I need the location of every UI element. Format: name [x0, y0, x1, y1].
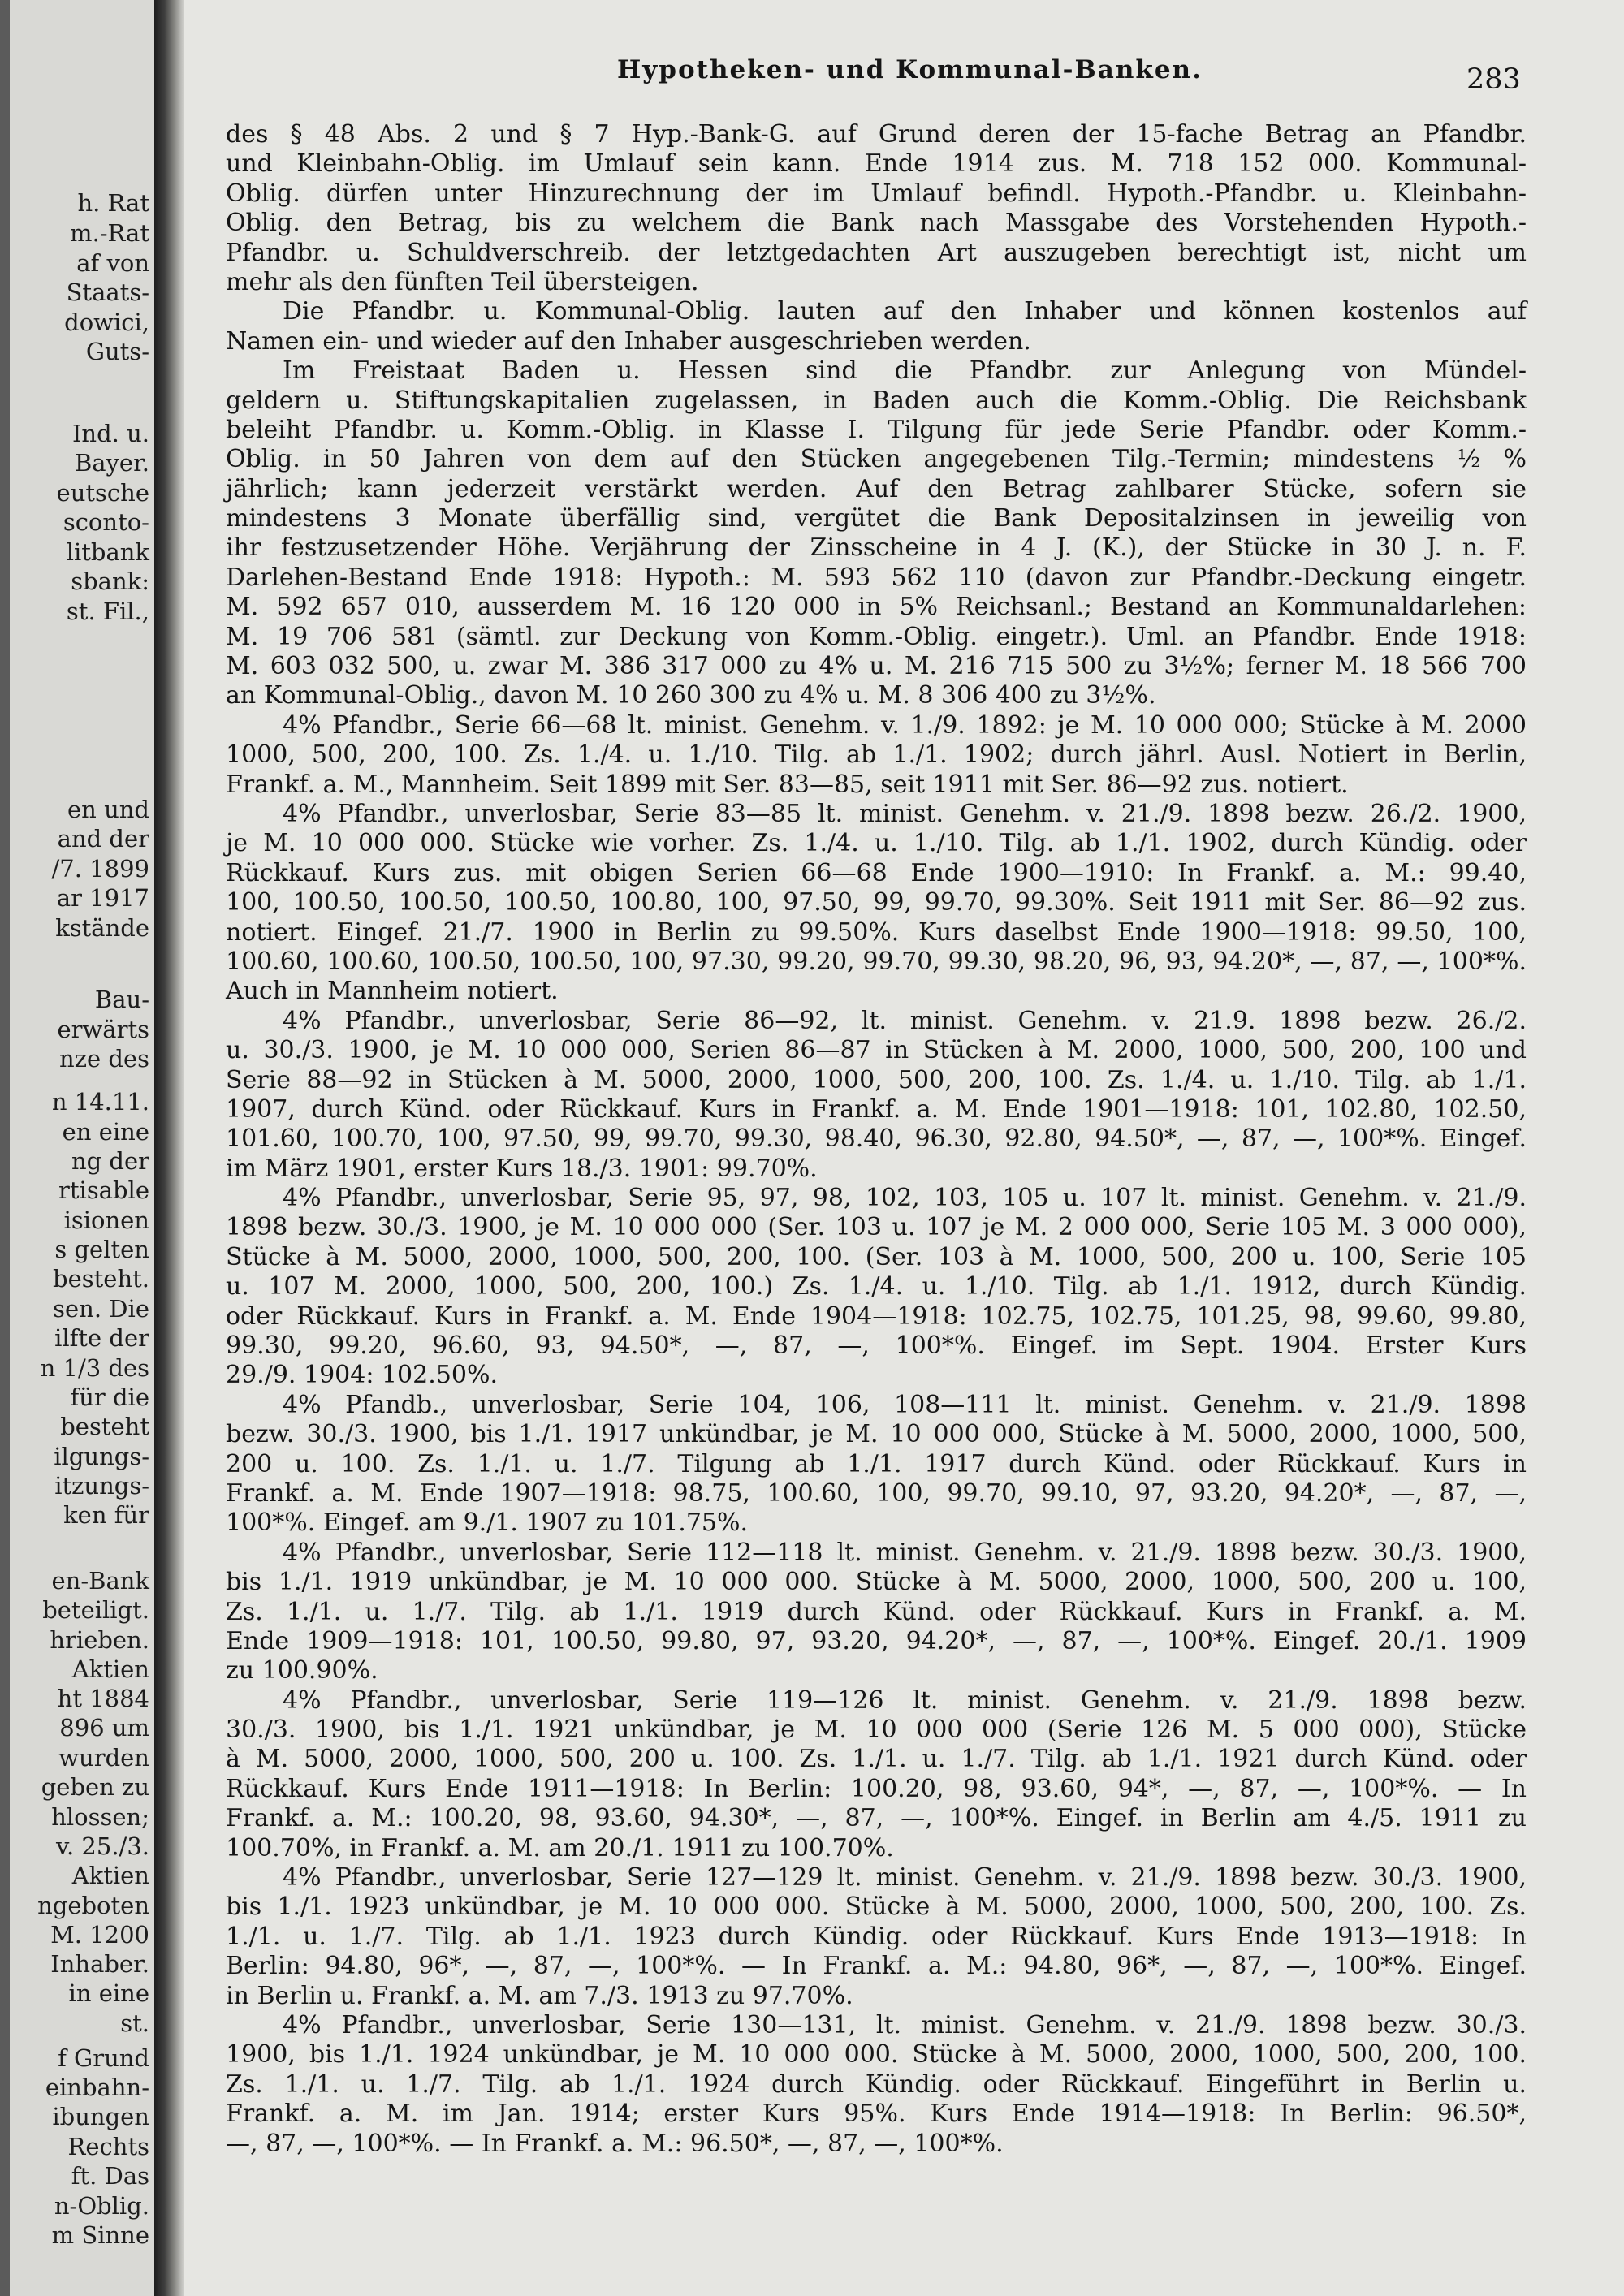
left-page-text-fragment: v. 25./3.: [56, 1832, 149, 1860]
left-page-text-fragment: Aktien: [71, 1862, 149, 1889]
text-line: Darlehen-Bestand Ende 1918: Hypoth.: M. 593 562 110 (davon zur Pfandbr.-Deckung eingetr.: [226, 563, 1527, 592]
left-page-text-fragment: sconto-: [63, 508, 149, 536]
text-line: Frankf. a. M.: 100.20, 98, 93.60, 94.30*, —, 87, —, 100*%. Eingef. in Berlin am 4./5. 1911 zu: [226, 1804, 1527, 1833]
paragraph: [226, 2011, 1527, 2159]
left-page-text-fragment: en-Bank: [51, 1567, 149, 1595]
left-page-text-fragment: Ind. u.: [71, 420, 149, 447]
text-line: Frankf. a. M., Mannheim. Seit 1899 mit Ser. 83—85, seit 1911 mit Ser. 86—92 zus. notiert.: [226, 770, 1349, 799]
text-line: 30./3. 1900, bis 1./1. 1921 unkündbar, je M. 10 000 000 (Serie 126 M. 5 000 000), Stücke: [226, 1716, 1527, 1745]
left-page-text-fragment: s gelten: [54, 1236, 149, 1263]
left-page-text-fragment: ibungen: [52, 2103, 149, 2130]
left-page-text-fragment: ken für: [63, 1501, 149, 1529]
left-page-text-fragment: ilgungs-: [54, 1443, 149, 1470]
left-page-text-fragment: ar 1917: [56, 884, 149, 912]
left-page-text-fragment: rtisable: [58, 1176, 149, 1204]
text-line: M. 603 032 500, u. zwar M. 386 317 000 zu 4% u. M. 216 715 500 zu 3½%; ferner M. 18 566 700: [226, 652, 1527, 681]
left-page-text-fragment: and der: [57, 825, 149, 852]
text-line: Rückkauf. Kurs Ende 1911—1918: In Berlin: 100.20, 98, 93.60, 94*, —, 87, —, 100*%. — In: [226, 1774, 1527, 1803]
left-page-text-fragment: einbahn-: [45, 2074, 149, 2101]
text-line: notiert. Eingef. 21./7. 1900 in Berlin zu 99.50%. Kurs daselbst Ende 1900—1918: 99.50, 100,: [226, 917, 1527, 947]
text-line: u. 30./3. 1900, je M. 10 000 000, Serien 86—87 in Stücken à M. 2000, 1000, 500, 200, 100 und: [226, 1036, 1527, 1065]
text-line: 1907, durch Künd. oder Rückkauf. Kurs in Frankf. a. M. Ende 1901—1918: 101, 102.80, 102.50,: [226, 1094, 1527, 1124]
left-page-text-fragment: 896 um: [59, 1714, 149, 1741]
paragraph: [226, 356, 1527, 711]
text-line: 1000, 500, 200, 100. Zs. 1./4. u. 1./10. Tilg. ab 1./1. 1902; durch jährl. Ausl. Notiert in Berlin,: [226, 740, 1527, 770]
text-line: Frankf. a. M. im Jan. 1914; erster Kurs 95%. Kurs Ende 1914—1918: In Berlin: 96.50*,: [226, 2100, 1527, 2129]
left-page-text-fragment: erwärts: [57, 1016, 149, 1043]
text-line: 99.30, 99.20, 96.60, 93, 94.50*, —, 87, —, 100*%. Eingef. im Sept. 1904. Erster Kurs: [226, 1331, 1527, 1361]
left-page-text-fragment: st.: [120, 2009, 149, 2037]
text-line: 1./1. u. 1./7. Tilg. ab 1./1. 1923 durch Kündig. oder Rückkauf. Kurs Ende 1913—1918: In: [226, 1922, 1527, 1951]
left-page-text-fragment: ilfte der: [54, 1324, 149, 1352]
text-line: 200 u. 100. Zs. 1./1. u. 1./7. Tilgung ab 1./1. 1917 durch Künd. oder Rückkauf. Kurs in: [226, 1449, 1527, 1478]
text-line: ihr festzusetzender Höhe. Verjährung der Zinsscheine in 4 J. (K.), der Stücke in 30 J. n. F.: [226, 533, 1527, 563]
left-page-text-fragment: en und: [67, 796, 149, 823]
left-page-text-fragment: für die: [70, 1383, 149, 1411]
left-page-text-fragment: n 1/3 des: [40, 1354, 149, 1382]
text-line: 100*%. Eingef. am 9./1. 1907 zu 101.75%.: [226, 1508, 749, 1538]
text-line: beleiht Pfandbr. u. Komm.-Oblig. in Klasse I. Tilgung für jede Serie Pfandbr. oder Komm.-: [226, 415, 1527, 444]
text-line: geldern u. Stiftungskapitalien zugelassen, in Baden auch die Komm.-Oblig. Die Reichsbank: [226, 386, 1527, 415]
text-line: 100.60, 100.60, 100.50, 100.50, 100, 97.30, 99.20, 99.70, 99.30, 98.20, 96, 93, 94.20*, —, 87, —, 100*%.: [226, 947, 1527, 976]
text-line: bis 1./1. 1919 unkündbar, je M. 10 000 000. Stücke à M. 5000, 2000, 1000, 500, 200 u. 100,: [226, 1568, 1527, 1597]
text-line: à M. 5000, 2000, 1000, 500, 200 u. 100. Zs. 1./1. u. 1./7. Tilg. ab 1./1. 1921 durch Künd. oder: [226, 1745, 1527, 1774]
left-page-text-fragment: dowici,: [64, 309, 149, 336]
text-line: M. 592 657 010, ausserdem M. 16 120 000 in 5% Reichsanl.; Bestand an Kommunaldarlehen:: [226, 593, 1527, 622]
left-page-text-fragment: itzungs-: [54, 1472, 149, 1500]
text-line: Stücke à M. 5000, 2000, 1000, 500, 200, 100. (Ser. 103 à M. 1000, 500, 200 u. 100, Serie 105: [226, 1242, 1527, 1271]
left-page-text-fragment: af von: [76, 249, 149, 277]
text-line: Frankf. a. M. Ende 1907—1918: 98.75, 100.60, 100, 99.70, 99.10, 97, 93.20, 94.20*, —, 87, —,: [226, 1478, 1527, 1508]
text-line: 4% Pfandbr., unverlosbar, Serie 112—118 lt. minist. Genehm. v. 21./9. 1898 bezw. 30./3. 1900,: [283, 1538, 1527, 1567]
text-line: Zs. 1./1. u. 1./7. Tilg. ab 1./1. 1924 durch Kündig. oder Rückkauf. Eingeführt in Berlin u.: [226, 2069, 1527, 2099]
left-page-text-fragment: sbank:: [71, 568, 149, 595]
text-line: zu 100.90%.: [226, 1656, 378, 1685]
paragraph: [226, 711, 1527, 800]
left-page-text-fragment: besteht.: [53, 1265, 149, 1293]
paragraph: [226, 1863, 1527, 2011]
text-line: Die Pfandbr. u. Kommunal-Oblig. lauten auf den Inhaber und können kostenlos auf: [283, 297, 1527, 326]
text-line: 29./9. 1904: 102.50%.: [226, 1361, 498, 1390]
left-page-text-fragment: Bayer.: [74, 449, 149, 477]
text-line: 1900, bis 1./1. 1924 unkündbar, je M. 10 000 000. Stücke à M. 5000, 2000, 1000, 500, 200, 100.: [226, 2040, 1527, 2069]
text-line: 1898 bezw. 30./3. 1900, je M. 10 000 000 (Ser. 103 u. 107 je M. 2 000 000, Serie 105 M. 3 000 000),: [226, 1213, 1527, 1242]
paragraph: [226, 1686, 1527, 1863]
left-page-text-fragment: eutsche: [56, 479, 149, 507]
main-page: [184, 0, 1624, 2296]
text-line: 4% Pfandbr., unverlosbar, Serie 119—126 lt. minist. Genehm. v. 21./9. 1898 bezw.: [283, 1685, 1527, 1715]
left-page-text-fragment: sen. Die: [53, 1295, 149, 1323]
left-page-text-fragment: f Grund: [58, 2044, 149, 2072]
left-page-text-fragment: ng der: [71, 1147, 149, 1175]
previous-page-fragment: [10, 0, 154, 2296]
left-page-text-fragment: hlossen;: [51, 1803, 149, 1831]
body-text: [226, 120, 1527, 2159]
text-line: des § 48 Abs. 2 und § 7 Hyp.-Bank-G. auf Grund deren der 15-fache Betrag an Pfandbr.: [226, 120, 1527, 149]
left-page-text-fragment: n-Oblig.: [54, 2192, 149, 2220]
running-head: Hypotheken- und Kommunal-Banken.: [617, 55, 1203, 84]
left-page-text-fragment: m.-Rat: [70, 219, 149, 247]
page-number: 283: [1466, 63, 1521, 96]
text-line: —, 87, —, 100*%. — In Frankf. a. M.: 96.50*, —, 87, —, 100*%.: [226, 2129, 1004, 2158]
text-line: Namen ein- und wieder auf den Inhaber ausgeschrieben werden.: [226, 326, 1031, 356]
left-page-text-fragment: kstände: [55, 914, 149, 942]
left-page-text-fragment: Rechts: [67, 2133, 149, 2160]
text-line: Oblig. dürfen unter Hinzurechnung der im Umlauf befindl. Hypoth.-Pfandbr. u. Kleinbahn-: [226, 179, 1527, 208]
left-page-text-fragment: beteiligt.: [42, 1596, 149, 1624]
left-page-text-fragment: nze des: [59, 1045, 149, 1072]
left-page-text-fragment: isionen: [63, 1206, 149, 1234]
text-line: Auch in Mannheim notiert.: [226, 977, 559, 1006]
text-line: Rückkauf. Kurs zus. mit obigen Serien 66—68 Ende 1900—1910: In Frankf. a. M.: 99.40,: [226, 858, 1527, 887]
text-line: Oblig. den Betrag, bis zu welchem die Bank nach Massgabe des Vorstehenden Hypoth.-: [226, 209, 1527, 238]
paragraph: [226, 800, 1527, 1007]
paragraph: [226, 1184, 1527, 1391]
left-page-text-fragment: wurden: [58, 1744, 149, 1772]
text-line: Zs. 1./1. u. 1./7. Tilg. ab 1./1. 1919 durch Künd. oder Rückkauf. Kurs in Frankf. a. M.: [226, 1597, 1527, 1626]
text-line: M. 19 706 581 (sämtl. zur Deckung von Komm.-Oblig. eingetr.). Uml. an Pfandbr. Ende 1918:: [226, 622, 1527, 651]
text-line: 100, 100.50, 100.50, 100.50, 100.80, 100, 97.50, 99, 99.70, 99.30%. Seit 1911 mit Ser. 86—92 zus.: [226, 888, 1527, 917]
left-gutter-edge: [0, 0, 10, 2296]
text-line: 4% Pfandb., unverlosbar, Serie 104, 106, 108—111 lt. minist. Genehm. v. 21./9. 1898: [283, 1390, 1527, 1419]
left-page-text-fragment: m Sinne: [51, 2221, 149, 2249]
left-page-text-fragment: Bau-: [94, 986, 149, 1013]
text-line: mehr als den fünften Teil übersteigen.: [226, 267, 699, 296]
paragraph: [226, 1391, 1527, 1539]
text-line: 100.70%, in Frankf. a. M. am 20./1. 1911 zu 100.70%.: [226, 1833, 894, 1862]
text-line: im März 1901, erster Kurs 18./3. 1901: 99.70%.: [226, 1154, 818, 1183]
text-line: Im Freistaat Baden u. Hessen sind die Pfandbr. zur Anlegung von Mündel-: [283, 356, 1527, 386]
text-line: jährlich; kann jederzeit verstärkt werden. Auf den Betrag zahlbarer Stücke, sofern sie: [226, 474, 1527, 503]
text-line: 4% Pfandbr., Serie 66—68 lt. minist. Genehm. v. 1./9. 1892: je M. 10 000 000; Stücke à M. 2000: [283, 710, 1527, 740]
text-line: in Berlin u. Frankf. a. M. am 7./3. 1913 zu 97.70%.: [226, 1981, 853, 2010]
left-page-text-fragment: besteht: [60, 1413, 149, 1440]
left-page-text-fragment: Inhaber.: [50, 1950, 149, 1978]
left-page-text-fragment: geben zu: [41, 1773, 149, 1801]
text-line: und Kleinbahn-Oblig. im Umlauf sein kann. Ende 1914 zus. M. 718 152 000. Kommunal-: [226, 149, 1527, 179]
left-page-text-fragment: in eine: [68, 1979, 149, 2007]
left-page-text-fragment: Aktien: [71, 1655, 149, 1683]
left-page-text-fragment: ft. Das: [71, 2162, 149, 2190]
left-page-text-fragment: ngeboten: [37, 1892, 149, 1919]
text-line: Oblig. in 50 Jahren von dem auf den Stücken angegebenen Tilg.-Termin; mindestens ½ %: [226, 445, 1527, 474]
left-page-text-fragment: en eine: [62, 1118, 149, 1146]
paragraph: [226, 297, 1527, 356]
text-line: mindestens 3 Monate überfällig sind, vergütet die Bank Depositalzinsen in jeweilig von: [226, 504, 1527, 533]
text-line: u. 107 M. 2000, 1000, 500, 200, 100.) Zs. 1./4. u. 1./10. Tilg. ab 1./1. 1912, durch Kündig.: [226, 1272, 1527, 1301]
text-line: Serie 88—92 in Stücken à M. 5000, 2000, 1000, 500, 200, 100. Zs. 1./4. u. 1./10. Tilg. ab 1./1.: [226, 1065, 1527, 1094]
text-line: Berlin: 94.80, 96*, —, 87, —, 100*%. — In Frankf. a. M.: 94.80, 96*, —, 87, —, 100*%. Eingef.: [226, 1952, 1527, 1981]
text-line: 4% Pfandbr., unverlosbar, Serie 130—131, lt. minist. Genehm. v. 21./9. 1898 bezw. 30./3.: [283, 2011, 1527, 2039]
text-line: 4% Pfandbr., unverlosbar, Serie 127—129 lt. minist. Genehm. v. 21./9. 1898 bezw. 30./3. 1900,: [283, 1863, 1527, 1892]
text-line: 101.60, 100.70, 100, 97.50, 99, 99.70, 99.30, 98.40, 96.30, 92.80, 94.50*, —, 87, —, 100*%. Eingef.: [226, 1124, 1527, 1154]
left-page-text-fragment: st. Fil.,: [66, 598, 149, 625]
left-page-text-fragment: hrieben.: [50, 1626, 149, 1654]
left-page-text-fragment: litbank: [66, 538, 149, 566]
text-line: 4% Pfandbr., unverlosbar, Serie 83—85 lt. minist. Genehm. v. 21./9. 1898 bezw. 26./2. 1900,: [283, 799, 1527, 828]
text-line: je M. 10 000 000. Stücke wie vorher. Zs. 1./4. u. 1./10. Tilg. ab 1./1. 1902, durch Kündig. oder: [226, 829, 1527, 858]
left-page-text-fragment: /7. 1899: [51, 855, 149, 883]
left-page-text-fragment: Staats-: [66, 278, 149, 306]
left-page-text-fragment: ht 1884: [57, 1685, 149, 1712]
paragraph: [226, 120, 1527, 297]
text-line: bezw. 30./3. 1900, bis 1./1. 1917 unkündbar, je M. 10 000 000, Stücke à M. 5000, 2000, 1000, 500,: [226, 1420, 1527, 1449]
text-line: Ende 1909—1918: 101, 100.50, 99.80, 97, 93.20, 94.20*, —, 87, —, 100*%. Eingef. 20./1. 1909: [226, 1626, 1527, 1655]
book-spine: [154, 0, 184, 2296]
left-page-text-fragment: n 14.11.: [51, 1088, 149, 1116]
paragraph: [226, 1007, 1527, 1184]
text-line: oder Rückkauf. Kurs in Frankf. a. M. Ende 1904—1918: 102.75, 102.75, 101.25, 98, 99.60, 99.80,: [226, 1301, 1527, 1331]
text-line: 4% Pfandbr., unverlosbar, Serie 86—92, lt. minist. Genehm. v. 21.9. 1898 bezw. 26./2.: [283, 1006, 1527, 1035]
left-page-text-fragment: h. Rat: [77, 189, 149, 217]
text-line: Pfandbr. u. Schuldverschreib. der letztgedachten Art auszugeben berechtigt ist, nicht um: [226, 238, 1527, 267]
text-line: 4% Pfandbr., unverlosbar, Serie 95, 97, 98, 102, 103, 105 u. 107 lt. minist. Genehm. v. 21./9.: [283, 1184, 1527, 1213]
left-page-text-fragment: Guts-: [85, 338, 149, 365]
text-line: bis 1./1. 1923 unkündbar, je M. 10 000 000. Stücke à M. 5000, 2000, 1000, 500, 200, 100. Zs.: [226, 1892, 1527, 1922]
paragraph: [226, 1539, 1527, 1686]
text-line: an Kommunal-Oblig., davon M. 10 260 300 zu 4% u. M. 8 306 400 zu 3½%.: [226, 681, 1156, 710]
left-page-text-fragment: M. 1200: [50, 1921, 149, 1949]
